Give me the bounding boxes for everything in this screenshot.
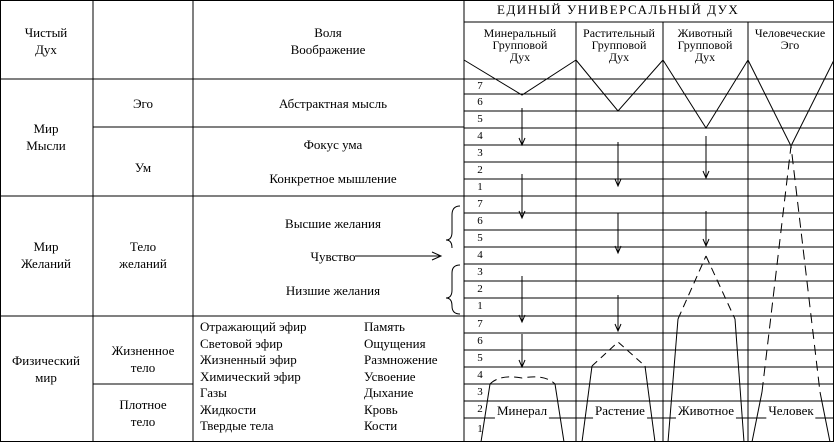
function-item: Ощущения [364,335,426,351]
desire-body-label: Тело желаний [119,239,167,271]
pure-spirit-header: Чистый Дух [24,25,68,57]
level-number: 3 [477,265,483,278]
ether-item: Световой эфир [200,335,283,351]
level-number: 3 [477,146,483,159]
focus-of-mind: Фокус ума [303,137,363,152]
level-number: 2 [477,282,483,295]
animal-spirit: Животный Групповой Дух [677,26,733,64]
concrete-thinking: Конкретное мышление [269,171,397,186]
level-number: 1 [477,423,483,435]
level-number: 2 [477,163,483,176]
level-number: 1 [477,180,483,193]
feeling: Чувство [310,249,356,264]
kingdom-human: Человек [768,403,814,418]
mineral-spirit: Минеральный Групповой Дух [483,26,557,64]
ego-label: Эго [132,96,154,111]
function-item: Дыхание [364,385,414,400]
ether-item: Газы [200,385,227,400]
higher-desires: Высшие желания [285,216,381,231]
level-number: 3 [477,385,483,398]
level-number: 4 [477,248,483,261]
vital-body-label: Жизненное тело [111,343,175,375]
kingdom-plant: Растение [595,403,645,418]
abstract-thought: Абстрактная мысль [278,96,388,111]
function-item: Усвоение [364,368,416,384]
physical-world: Физический мир [12,353,80,385]
ether-item: Химический эфир [200,368,301,384]
level-number: 4 [477,368,483,381]
ether-item: Отражающий эфир [200,319,307,334]
level-number: 6 [477,95,483,108]
will-imagination-header: Воля Воображение [290,25,366,57]
level-number: 7 [477,197,483,210]
level-number: 6 [477,334,483,347]
level-number: 4 [477,129,483,142]
kingdom-animal: Животное [677,403,735,418]
function-item: Память [364,319,405,334]
level-number: 7 [477,317,483,330]
level-number: 1 [477,300,483,312]
universal-spirit-title: ЕДИНЫЙ УНИВЕРСАЛЬНЫЙ ДУХ [497,2,740,17]
desire-world: Мир Желаний [21,239,71,271]
level-number: 5 [477,112,483,125]
level-number: 7 [477,79,483,92]
mind-label: Ум [134,160,152,175]
level-number: 2 [477,402,483,415]
function-item: Кровь [364,401,398,417]
human-egos: Человеческие Эго [754,26,826,52]
ether-item: Твердые тела [200,418,274,433]
dense-body-label: Плотное тело [119,397,167,429]
ether-item: Жизненный эфир [200,352,297,367]
plant-spirit: Растительный Групповой Дух [583,26,655,64]
level-number: 6 [477,214,483,227]
kingdom-mineral: Минерал [496,403,548,418]
lower-desires: Низшие желания [285,283,381,298]
function-item: Размножение [364,352,438,367]
ether-item: Жидкости [200,401,257,417]
world-of-thought: Мир Мысли [26,121,66,153]
level-number: 5 [477,351,483,364]
level-number: 5 [477,231,483,244]
function-item: Кости [364,418,398,433]
